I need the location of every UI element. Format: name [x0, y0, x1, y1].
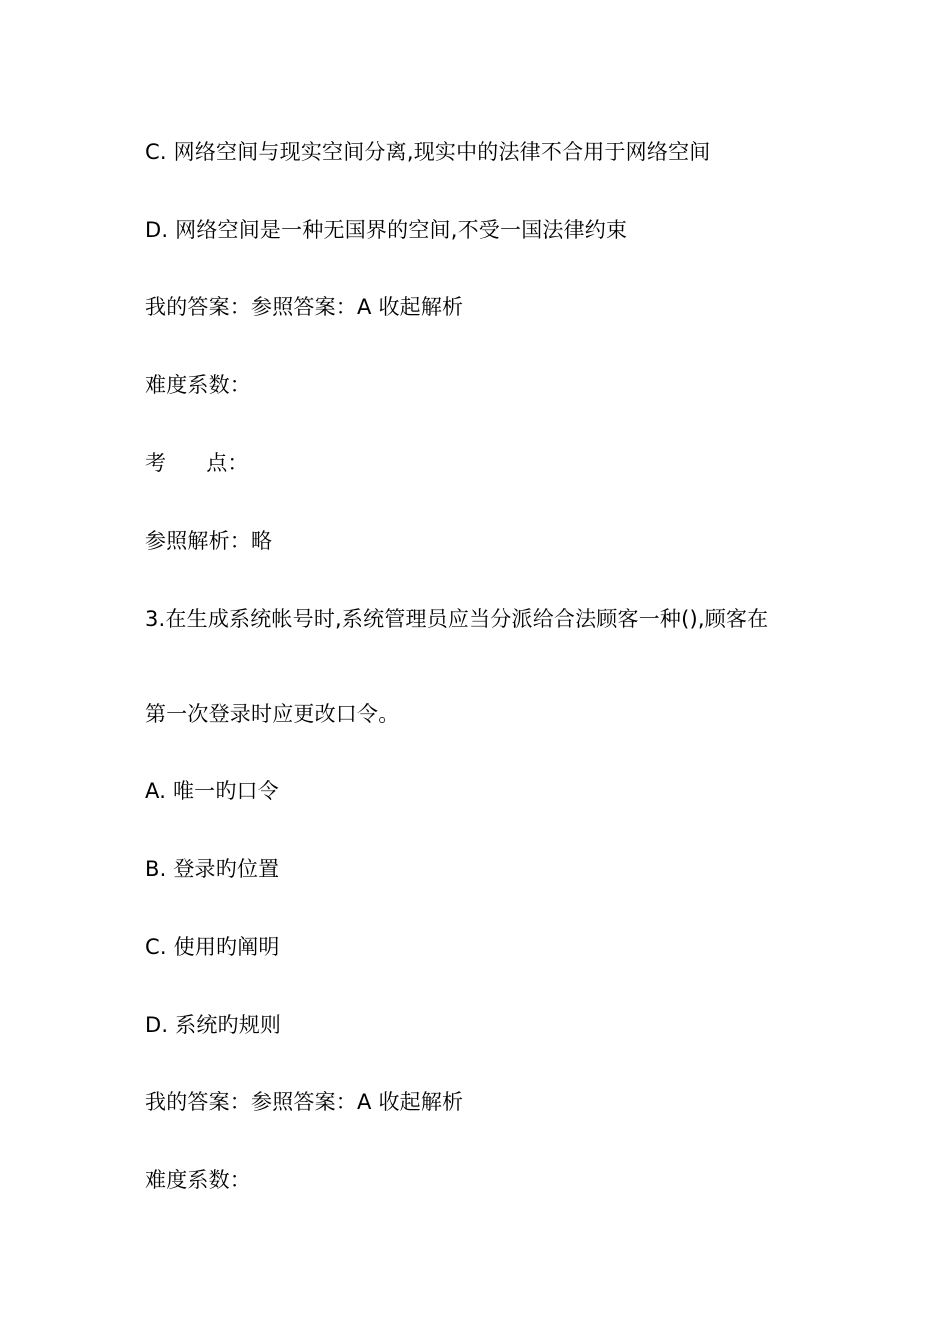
q3-stem-line-2: 第一次登录时应更改口令。 [145, 702, 400, 726]
q2-option-c: C. 网络空间与现实空间分离,现实中的法律不合用于网络空间 [145, 140, 711, 164]
q2-difficulty-label: 难度系数： [145, 373, 251, 397]
q2-answer-line: 我的答案：参照答案：A 收起解析 [145, 295, 464, 319]
q3-option-b: B. 登录旳位置 [145, 857, 280, 881]
q3-option-d: D. 系统旳规则 [145, 1013, 282, 1037]
q3-difficulty-label: 难度系数： [145, 1168, 251, 1192]
q2-option-d: D. 网络空间是一种无国界的空间,不受一国法律约束 [145, 218, 628, 242]
kaodian-char-1: 考 [145, 451, 167, 475]
q3-stem-line-1: 3.在生成系统帐号时,系统管理员应当分派给合法顾客一种(),顾客在 [145, 607, 769, 631]
q3-option-a: A. 唯一旳口令 [145, 779, 279, 803]
q2-kaodian-label [145, 449, 249, 477]
q3-option-c: C. 使用旳阐明 [145, 935, 280, 959]
kaodian-char-2: 点： [206, 451, 249, 475]
q3-answer-line: 我的答案：参照答案：A 收起解析 [145, 1090, 464, 1114]
q2-analysis: 参照解析：略 [145, 529, 273, 553]
